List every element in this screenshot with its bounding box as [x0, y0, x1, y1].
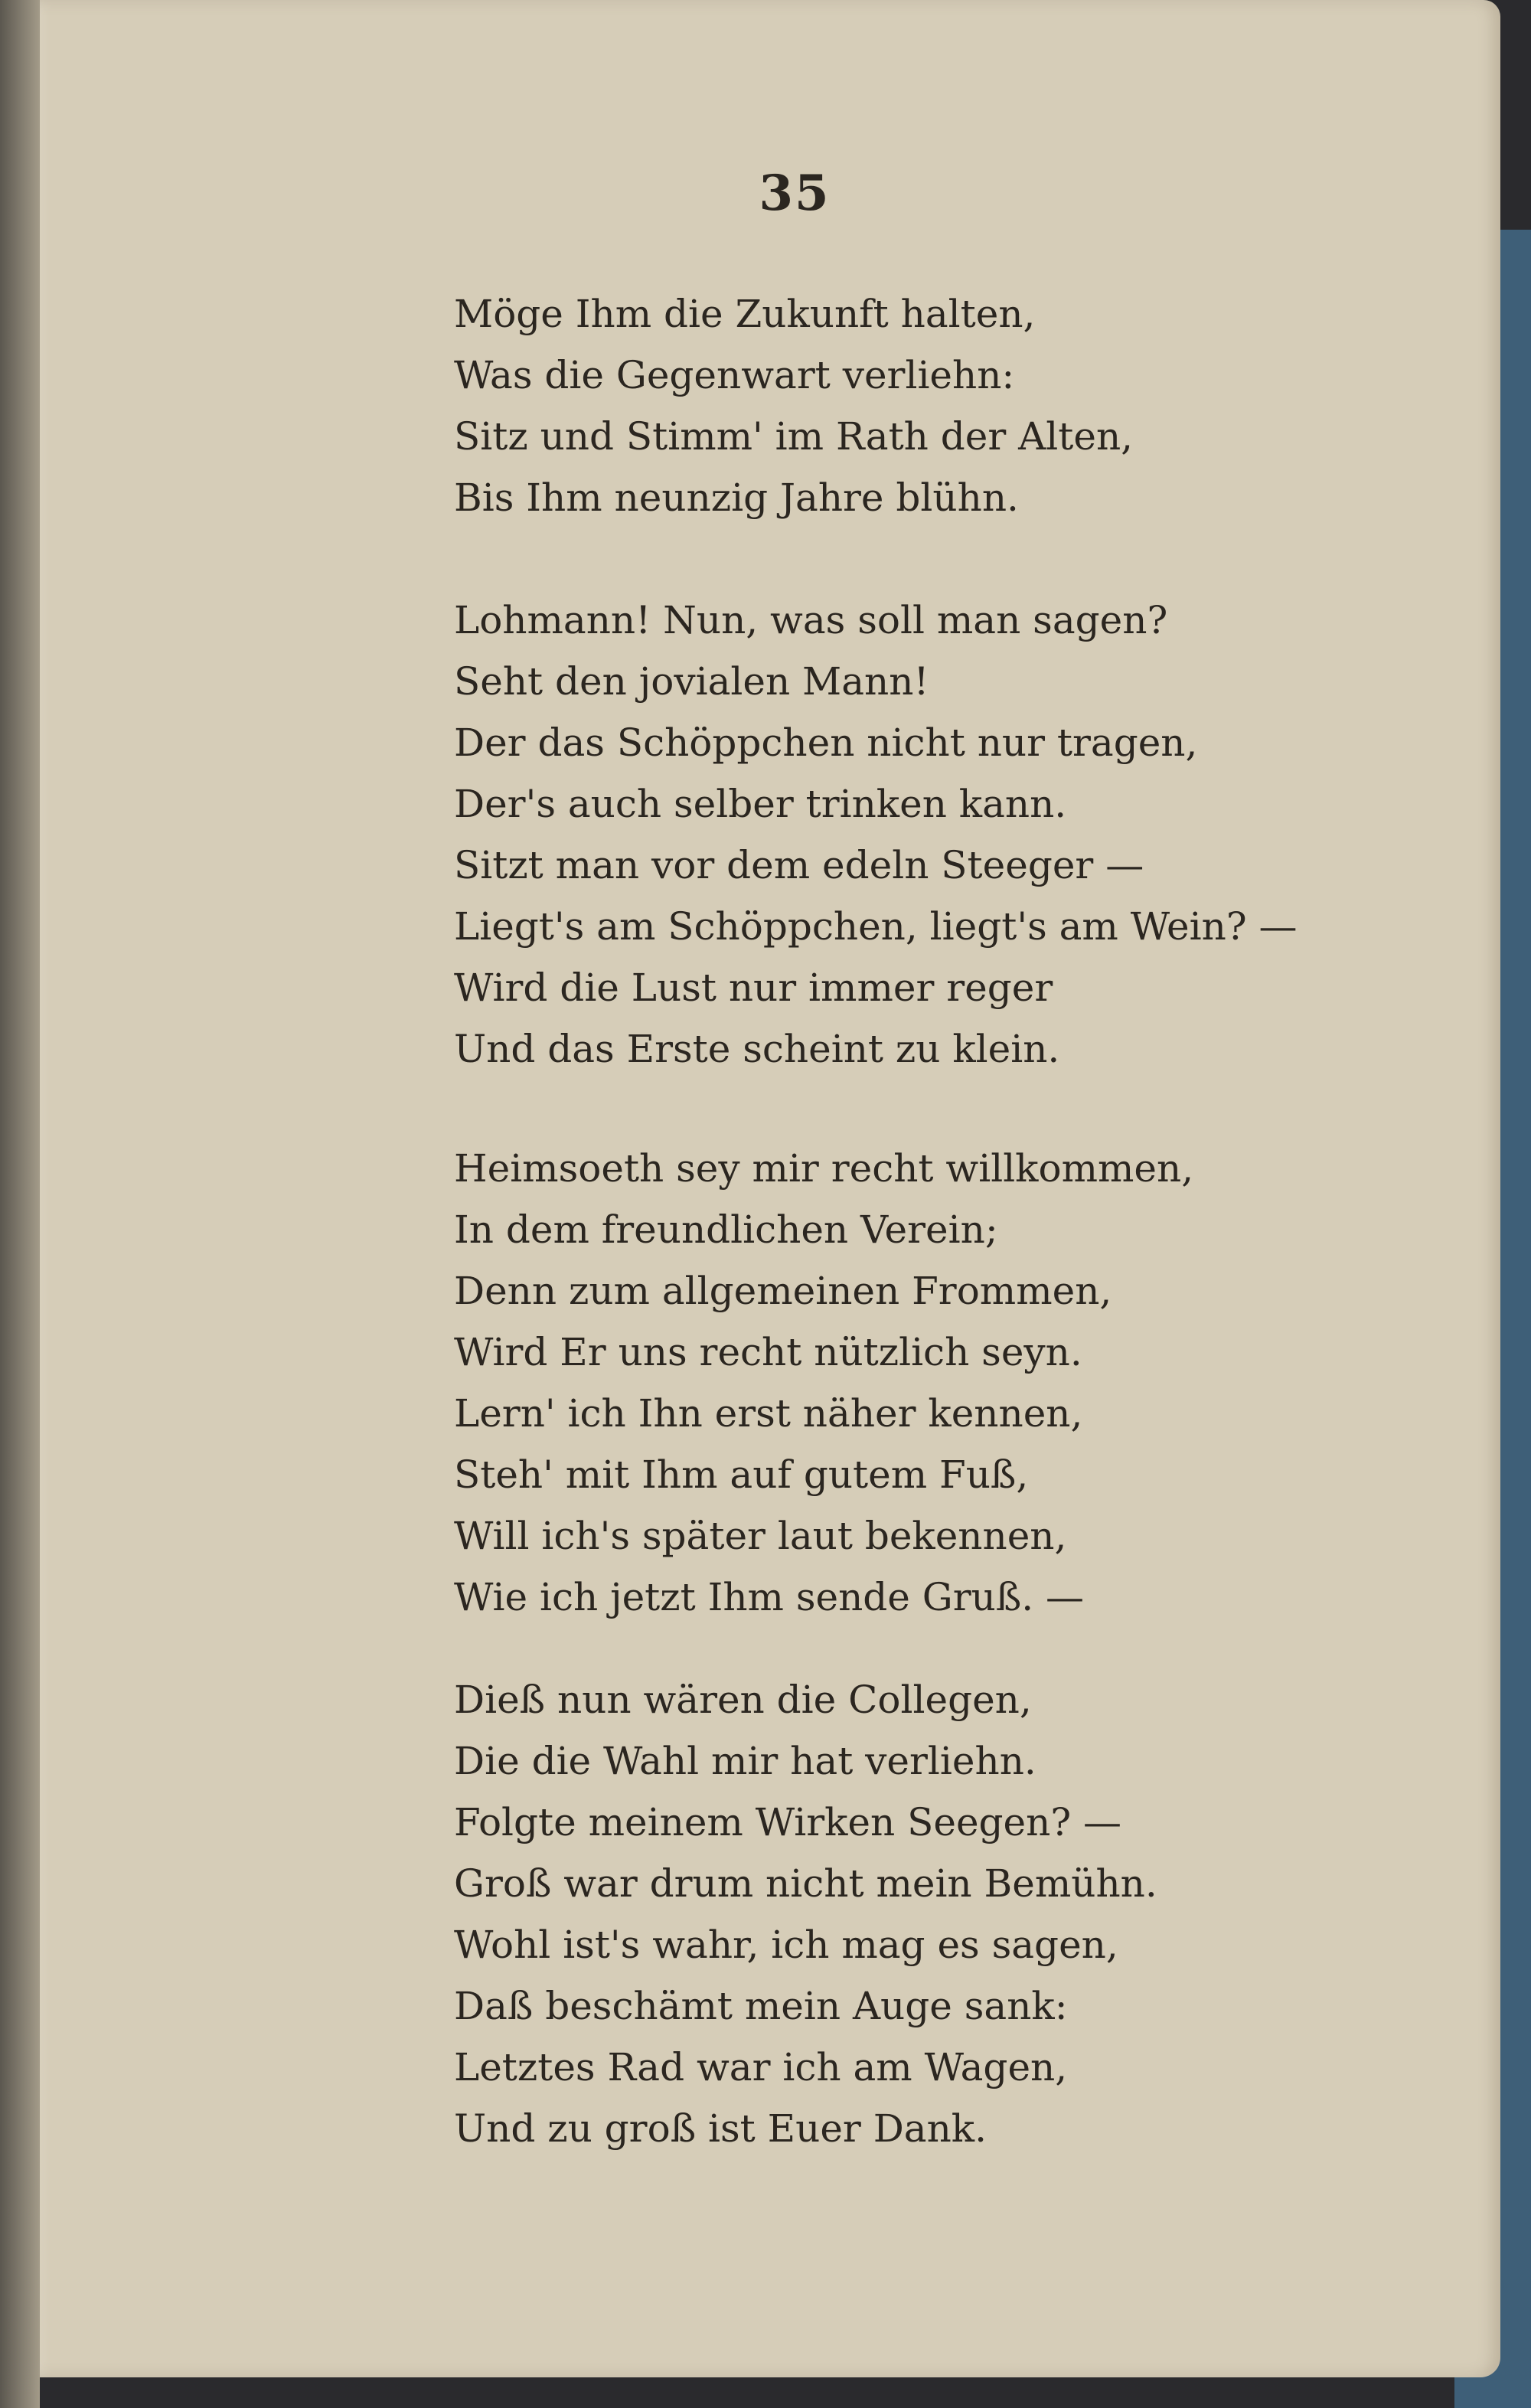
- verse-line: Der's auch selber trinken kann.: [454, 782, 1067, 826]
- verse-line: Die die Wahl mir hat verliehn.: [454, 1739, 1036, 1783]
- verse-line: Wird Er uns recht nützlich seyn.: [454, 1330, 1082, 1374]
- verse-line: Daß beschämt mein Auge sank:: [454, 1984, 1068, 2028]
- binding-edge: [0, 0, 40, 2408]
- verse-line: Heimsoeth sey mir recht willkommen,: [454, 1146, 1194, 1191]
- verse-line: Und zu groß ist Euer Dank.: [454, 2106, 987, 2151]
- verse-line: Was die Gegenwart verliehn:: [454, 353, 1015, 397]
- verse-line: Seht den jovialen Mann!: [454, 659, 929, 704]
- verse-line: Steh' mit Ihm auf gutem Fuß,: [454, 1452, 1029, 1497]
- verse-line: Sitzt man vor dem edeln Steeger —: [454, 843, 1144, 887]
- verse-line: Sitz und Stimm' im Rath der Alten,: [454, 414, 1134, 459]
- verse-line: Denn zum allgemeinen Frommen,: [454, 1269, 1112, 1313]
- verse-line: Möge Ihm die Zukunft halten,: [454, 292, 1036, 336]
- verse-line: Dieß nun wären die Collegen,: [454, 1678, 1032, 1722]
- verse-line: Liegt's am Schöppchen, liegt's am Wein? —: [454, 904, 1298, 949]
- verse-line: Wird die Lust nur immer reger: [454, 965, 1053, 1010]
- stanza-2: [454, 590, 1449, 1080]
- verse-line: Lohmann! Nun, was soll man sagen?: [454, 598, 1168, 642]
- verse-line: Der das Schöppchen nicht nur tragen,: [454, 720, 1198, 765]
- verse-line: In dem freundlichen Verein;: [454, 1207, 998, 1252]
- verse-line: Groß war drum nicht mein Bemühn.: [454, 1861, 1157, 1906]
- verse-line: Folgte meinem Wirken Seegen? —: [454, 1800, 1122, 1844]
- verse-line: Und das Erste scheint zu klein.: [454, 1027, 1060, 1071]
- stanza-1: [454, 283, 1449, 528]
- stanza-4: [454, 1669, 1449, 2159]
- verse-line: Letztes Rad war ich am Wagen,: [454, 2045, 1068, 2089]
- verse-line: Bis Ihm neunzig Jahre blühn.: [454, 475, 1019, 520]
- verse-line: Lern' ich Ihn erst näher kennen,: [454, 1391, 1083, 1436]
- stanza-3: [454, 1138, 1449, 1628]
- book-page: [37, 0, 1500, 2377]
- page-number: 35: [759, 165, 831, 222]
- verse-line: Wohl ist's wahr, ich mag es sagen,: [454, 1923, 1118, 1967]
- verse-line: Will ich's später laut bekennen,: [454, 1514, 1067, 1558]
- verse-line: Wie ich jetzt Ihm sende Gruß. —: [454, 1575, 1085, 1619]
